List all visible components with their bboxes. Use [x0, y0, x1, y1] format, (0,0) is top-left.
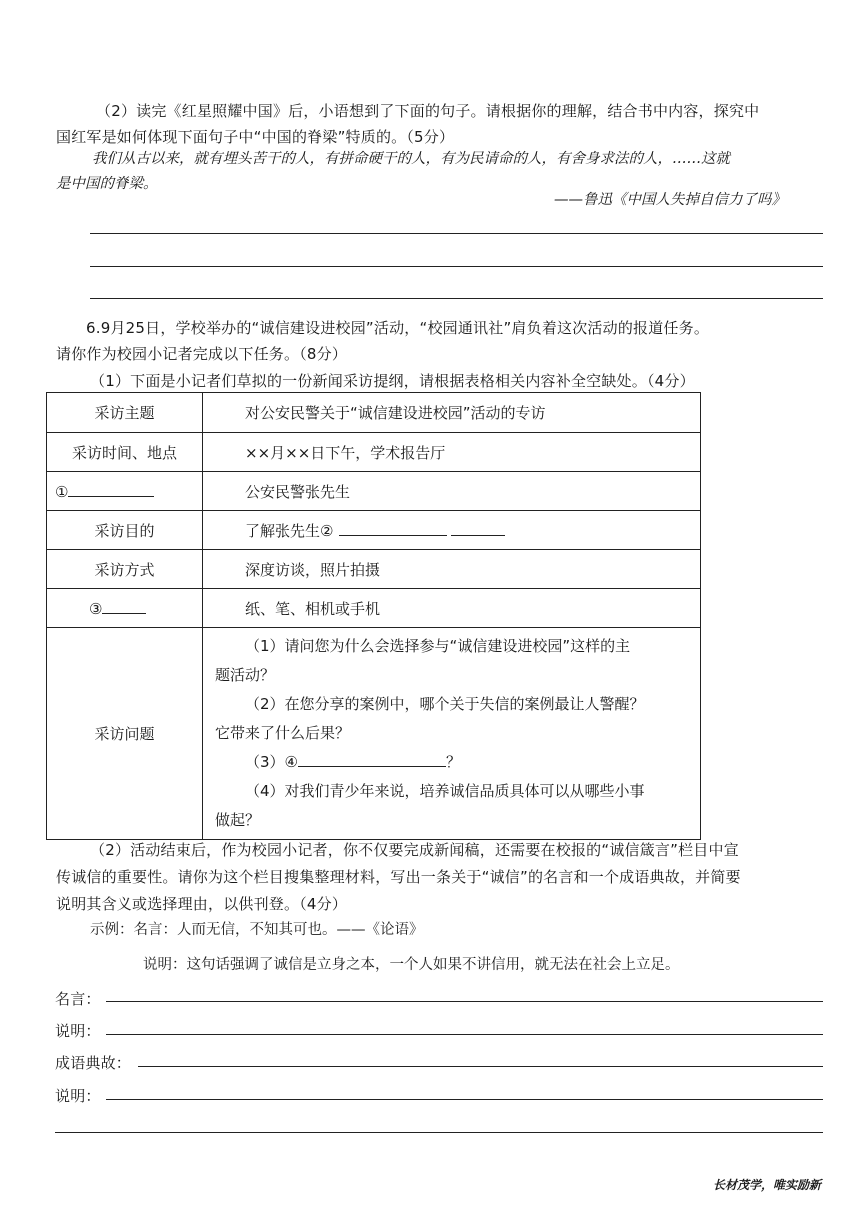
explain2-answer-line[interactable]: [106, 1099, 823, 1100]
cell-topic-value: 对公安民警关于“诚信建设进校园”活动的专访: [203, 393, 701, 433]
cell-tools-value: 纸、笔、相机或手机: [203, 589, 701, 628]
cell-interviewee-value: 公安民警张先生: [203, 472, 701, 511]
idiom-answer-line[interactable]: [138, 1066, 823, 1067]
question-1-line1: （1）请问您为什么会选择参与“诚信建设进校园”这样的主: [245, 637, 631, 655]
q6-line1: 6.9月25日，学校举办的“诚信建设进校园”活动，“校园通讯社”肩负着这次活动的报道任务。: [86, 319, 710, 337]
cell-time-place-value: ××月××日下午，学术报告厅: [203, 433, 701, 472]
footer-motto: 长材茂学，唯实励新: [713, 1178, 822, 1192]
table-row: [47, 511, 701, 550]
sub2-line3: 说明其含义或选择理由，以供刊登。（4分）: [56, 895, 348, 913]
question-3: [215, 748, 692, 777]
table-row: [47, 589, 701, 628]
q6-line2: 请你作为校园小记者完成以下任务。（8分）: [56, 345, 348, 363]
cell-blank3-key: [47, 589, 203, 628]
table-row: [47, 393, 701, 433]
question-3-end: ？: [446, 753, 462, 771]
cell-purpose-key: 采访目的: [47, 511, 203, 550]
quote-line1: 我们从古以来，就有埋头苦干的人，有拼命硬干的人，有为民请命的人，有舍身求法的人，……这就: [92, 151, 730, 167]
interview-outline-table: [46, 392, 701, 840]
blank1-marker: ①: [55, 482, 69, 501]
blank2-field-b[interactable]: [451, 521, 505, 536]
label-quote: 名言：: [55, 990, 101, 1008]
question-3-label: （3）④: [245, 753, 298, 771]
label-idiom: 成语典故：: [55, 1054, 132, 1072]
table-row: [47, 550, 701, 589]
question-2-line1: （2）在您分享的案例中，哪个关于失信的案例最让人警醒？: [245, 695, 645, 713]
question-2-line2: 它带来了什么后果？: [215, 724, 351, 742]
blank3-marker: ③: [89, 599, 103, 618]
answer-line-3[interactable]: [90, 298, 823, 299]
example-text: 示例：名言：人而无信，不知其可也。——《论语》: [90, 922, 424, 938]
label-explain-1: 说明：: [55, 1022, 101, 1040]
table-row: [47, 472, 701, 511]
purpose-text: 了解张先生②: [245, 521, 334, 540]
answer-line-2[interactable]: [90, 266, 823, 267]
question-1-line2: 题活动？: [215, 666, 276, 684]
table-row: [47, 628, 701, 840]
sub2-line2: 传诚信的重要性。请你为这个栏目搜集整理材料，写出一条关于“诚信”的名言和一个成语典故，并简要: [56, 868, 741, 886]
blank4-field[interactable]: [298, 752, 446, 767]
quote-answer-line[interactable]: [106, 1001, 823, 1002]
extra-answer-line[interactable]: [55, 1132, 823, 1133]
answer-line-1[interactable]: [90, 233, 823, 234]
q2-line2: 国红军是如何体现下面句子中“中国的脊梁”特质的。（5分）: [56, 128, 455, 146]
table-row: [47, 433, 701, 472]
cell-method-key: 采访方式: [47, 550, 203, 589]
q6-sub1: （1）下面是小记者们草拟的一份新闻采访提纲，请根据表格相关内容补全空缺处。（4分）: [90, 372, 695, 390]
q2-line1: （2）读完《红星照耀中国》后，小语想到了下面的句子。请根据你的理解，结合书中内容，探究中: [96, 102, 760, 120]
cell-method-value: 深度访谈，照片拍摄: [203, 550, 701, 589]
quote-source: ——鲁迅《中国人失掉自信力了吗》: [554, 192, 786, 208]
label-explain-2: 说明：: [55, 1087, 101, 1105]
question-4-line2: 做起？: [215, 811, 261, 829]
blank1-field[interactable]: [68, 482, 154, 497]
sub2-line1: （2）活动结束后，作为校园小记者，你不仅要完成新闻稿，还需要在校报的“诚信箴言”栏目中宣: [90, 841, 739, 859]
cell-time-place-key: 采访时间、地点: [47, 433, 203, 472]
quote-line2: 是中国的脊梁。: [56, 176, 158, 192]
question-4-line1: （4）对我们青少年来说，培养诚信品质具体可以从哪些小事: [245, 782, 645, 800]
explain1-answer-line[interactable]: [106, 1034, 823, 1035]
blank3-field[interactable]: [102, 599, 146, 614]
blank2-field-a[interactable]: [339, 521, 447, 536]
example-note: 说明：这句话强调了诚信是立身之本，一个人如果不讲信用，就无法在社会上立足。: [143, 957, 680, 973]
cell-blank1-key: [47, 472, 203, 511]
cell-topic-key: 采访主题: [47, 393, 203, 433]
cell-questions-key: 采访问题: [47, 628, 203, 840]
cell-purpose-value: [203, 511, 701, 550]
cell-questions-value: [203, 628, 701, 840]
